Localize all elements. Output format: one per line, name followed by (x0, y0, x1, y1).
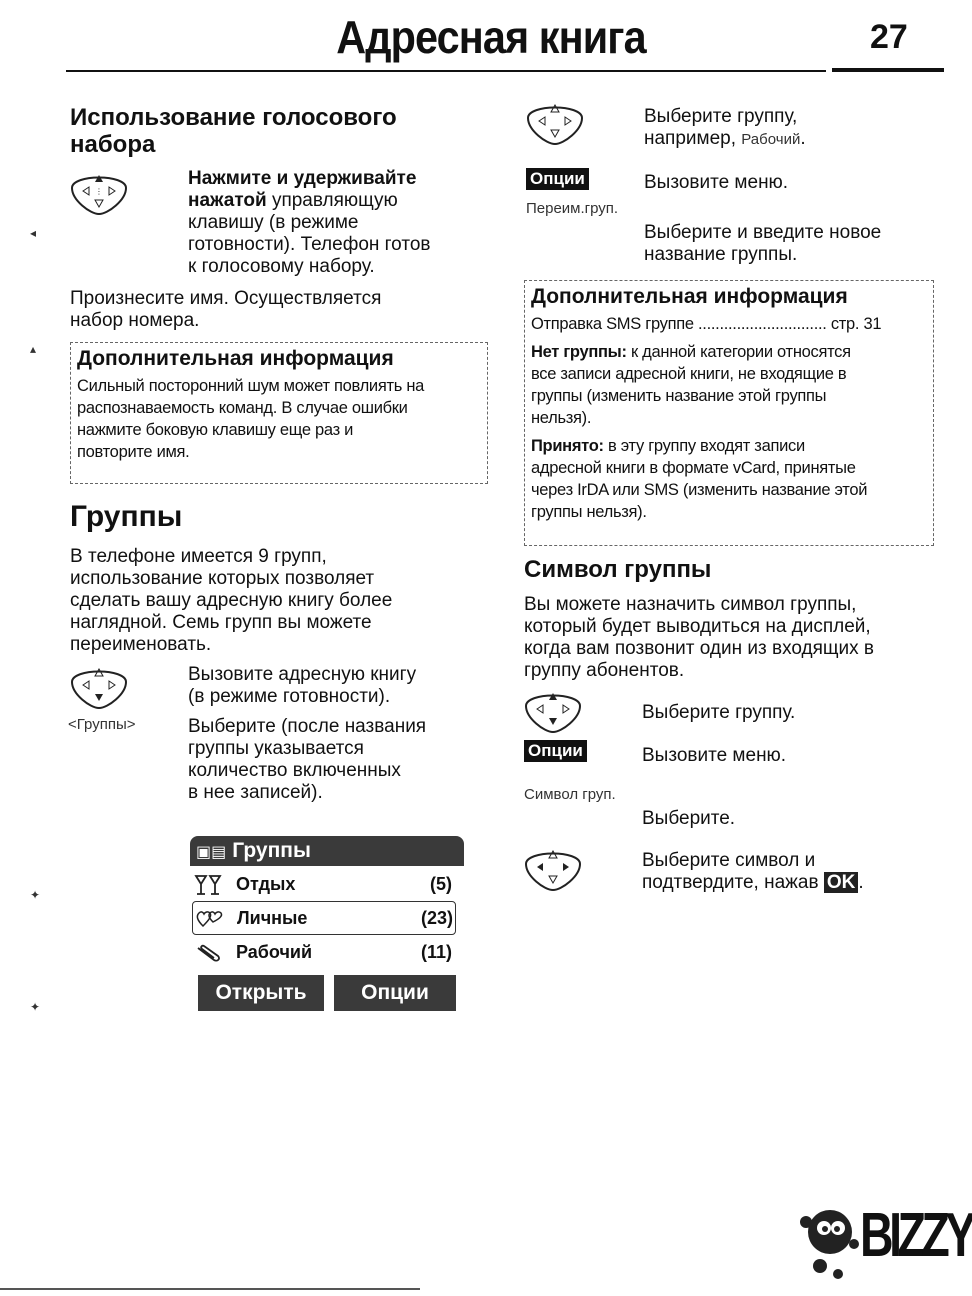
info-box-voice: Дополнительная информация Сильный посторонний шум может повлиять на распознаваемость команд. В случае ошибки нажмите боковую клавишу еще раз и повторите имя. (70, 342, 488, 484)
svg-text:⋮: ⋮ (95, 187, 103, 196)
right-step-menu: Вызовите меню. (644, 172, 789, 193)
page-number: 27 (870, 18, 908, 56)
bottom-rule (0, 1288, 420, 1290)
navigation-key-icon (68, 166, 130, 216)
header-rule (66, 70, 826, 72)
groups-softkey-label: <Группы> (68, 716, 136, 733)
glasses-icon (194, 874, 224, 896)
symbol-step-confirm: Выберите символ и подтвердите, нажав OK . (642, 850, 864, 893)
symbol-step-menu: Вызовите меню. (642, 745, 787, 766)
bizzy-logo-text: BIZZY (860, 1201, 972, 1270)
groups-intro: В телефоне имеется 9 групп, использование которых позволяет сделать вашу адресную книгу более наглядной. Семь групп вы можете переименовать. (70, 546, 393, 655)
voice-say-text: Произнесите имя. Осуществляется набор номера. (70, 288, 382, 331)
group-symbol-title: Символ группы (524, 556, 712, 583)
navigation-key-icon (522, 842, 584, 892)
phone-screen-header: ▣▤ Группы (190, 836, 464, 866)
info-box-groups: Дополнительная информация Отправка SMS группе .............................. стр. 31 Нет группы: к данной категории относятся все записи адресной книги, не входящие в группы (изменить название этой группы нельзя). Принято: в эту группу входят записи адресной книги в формате vCard, принятые через IrDA или SMS (изменить название этой группы нельзя). (524, 280, 934, 546)
group-symbol-intro: Вы можете назначить символ группы, который будет выводиться на дисплей, когда вам позвонит один из входящих в группу абонентов. (524, 594, 875, 681)
open-button[interactable]: Открыть (198, 975, 324, 1011)
options-button[interactable]: Опции (334, 975, 456, 1011)
groups-title: Группы (70, 500, 183, 533)
groups-step-open: Вызовите адресную книгу (в режиме готовности). (188, 664, 417, 707)
hearts-icon (195, 908, 225, 930)
paperclip-icon (194, 942, 224, 964)
voice-step: Нажмите и удерживайте нажатой управляющую клавишу (в режиме готовности). Телефон готов к голосовому набору. (188, 168, 431, 277)
group-row-work[interactable]: Рабочий (11) (192, 936, 454, 968)
ok-key-badge: OK (824, 872, 859, 893)
options-key-badge: Опции (526, 168, 589, 190)
margin-mark: ✦ (30, 1000, 41, 1014)
margin-mark: ✦ (30, 888, 41, 902)
group-row-personal[interactable]: Личные (23) (192, 901, 456, 935)
navigation-key-icon (68, 660, 130, 710)
group-list-icon: ▣▤ (196, 844, 227, 861)
right-step-rename: Выберите и введите новое название группы. (644, 222, 882, 265)
navigation-key-icon (524, 96, 586, 146)
groups-step-select: Выберите (после названия группы указывается количество включенных в нее записей). (188, 716, 427, 803)
margin-mark: ◂ (30, 226, 37, 240)
navigation-key-icon (522, 684, 584, 734)
right-step-select-group: Выберите группу, например, Рабочий. (644, 106, 806, 149)
options-key-badge: Опции (524, 740, 587, 762)
rename-group-label: Переим.груп. (526, 200, 619, 217)
bizzy-logo (790, 1192, 972, 1288)
page-title: Адресная книга (336, 11, 646, 63)
symbol-step-select-group: Выберите группу. (642, 702, 796, 723)
margin-mark: ▴ (30, 342, 37, 356)
symbol-step-select: Выберите. (642, 808, 736, 829)
page-number-rule (832, 68, 944, 72)
voice-dial-title: Использование голосового набора (70, 104, 397, 158)
group-symbol-label: Символ груп. (524, 786, 616, 803)
group-row-leisure[interactable]: Отдых (5) (192, 868, 454, 900)
